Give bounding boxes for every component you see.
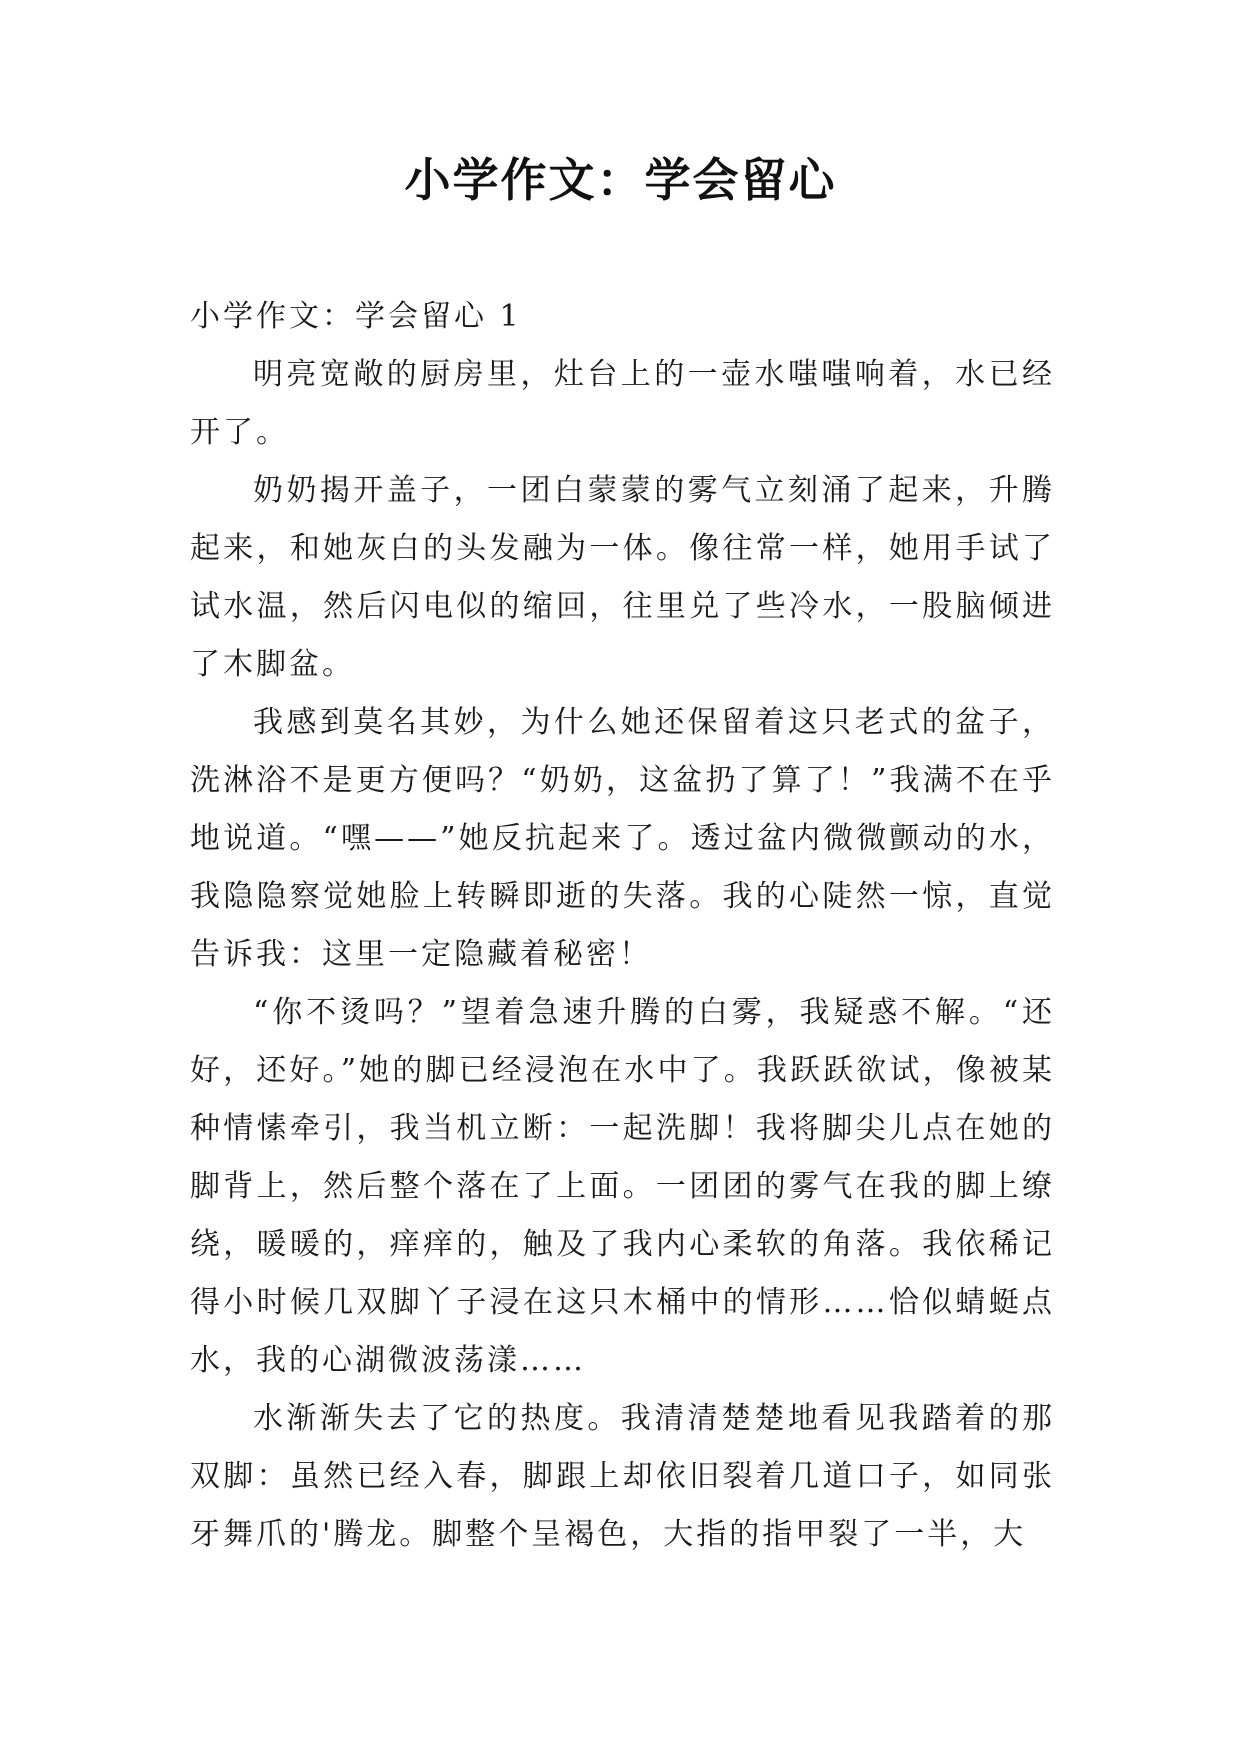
section-heading: 小学作文：学会留心 1 [190,299,522,334]
paragraph-1: 明亮宽敞的厨房里，灶台上的一壶水嗤嗤响着，水已经开了。 [190,357,1055,450]
document-title: 小学作文：学会留心 [404,153,837,207]
paragraph-4: “你不烫吗？”望着急速升腾的白雾，我疑惑不解。“还好，还好。”她的脚已经浸泡在水中了。我跃跃欲试，像被某种情愫牵引，我当机立断：一起洗脚！我将脚尖儿点在她的脚背上，然后整个落在了上面。一团团的雾气在我的脚上缭绕，暖暖的，痒痒的，触及了我内心柔软的角落。我依稀记得小时候几双脚丫子浸在这只木桶中的情形……恰似蜻蜓点水，我的心湖微波荡漾…… [190,995,1055,1378]
document-body [190,288,1055,1564]
paragraph-2: 奶奶揭开盖子，一团白蒙蒙的雾气立刻涌了起来，升腾起来，和她灰白的头发融为一体。像往常一样，她用手试了试水温，然后闪电似的缩回，往里兑了些冷水，一股脑倾进了木脚盆。 [190,473,1055,682]
paragraph-5: 水渐渐失去了它的热度。我清清楚楚地看见我踏着的那双脚：虽然已经入春，脚跟上却依旧裂着几道口子，如同张牙舞爪的'腾龙。脚整个呈褐色，大指的指甲裂了一半，大 [190,1401,1055,1552]
paragraph-3: 我感到莫名其妙，为什么她还保留着这只老式的盆子，洗淋浴不是更方便吗？“奶奶，这盆扔了算了！”我满不在乎地说道。“嘿——”她反抗起来了。透过盆内微微颤动的水，我隐隐察觉她脸上转瞬即逝的失落。我的心陡然一惊，直觉告诉我：这里一定隐藏着秘密！ [190,705,1055,972]
